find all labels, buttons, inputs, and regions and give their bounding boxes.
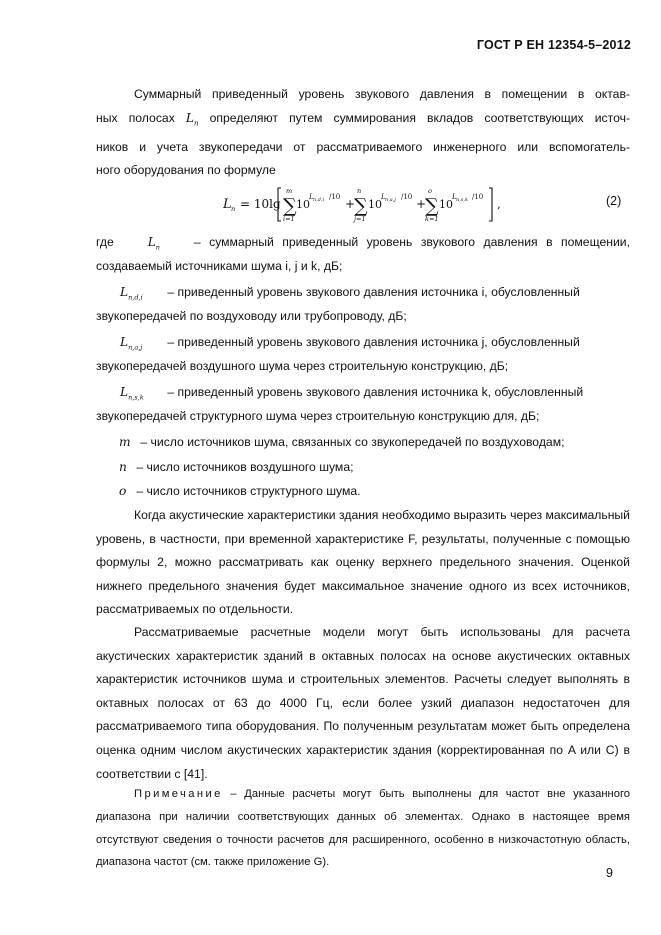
formula-eq: = 10lg [240,197,281,211]
formula-base-3: 10 [439,198,453,211]
note-label: Примечание [134,788,223,800]
formula-lhs: L [223,197,232,212]
formula-exp-2-div: /10 [401,193,413,201]
formula-sum-1: ∑ [283,195,297,217]
formula-exp-2-sub: n,a,j [385,197,396,203]
formula-exp-3-div: /10 [472,193,484,201]
def-o [119,480,630,504]
formula-sum-1-lower: i=1 [283,215,295,223]
formula-sum-2: ∑ [354,195,368,217]
def-o-symbol: o [119,484,127,498]
equation-number: (2) [606,194,622,208]
def-lnaj-cont: звукопередачей воздушного шума через строительную конструкцию, дБ; [96,359,509,373]
paragraph-models [96,621,630,786]
formula-sum-3-lower: k=1 [425,215,439,223]
page-number: 9 [606,866,613,880]
formula-sum-3-upper: o [428,187,432,195]
def-ln-cont: создаваемый источниками шума i, j и k, дБ; [96,259,343,273]
def-o-text: – число источников структурного шума. [136,484,361,498]
intro-line-4: ного оборудования по формуле [96,163,276,178]
def-lnaj-symbol: $L_{n,a,j}$ [120,335,143,352]
def-lndi-cont: звукопередачей по воздуховоду или трубопроводу, дБ; [96,309,407,323]
intro-line-2-start: ных полосах [96,110,175,125]
formula-exp-3: L [452,193,457,201]
intro-paragraph [96,83,630,183]
paragraph-max-level [96,504,630,622]
note-text: – Данные расчеты могут быть выполнены для частот вне указанного диапазона при наличии соответствующих данных об элементах. Однако в настоящее время отсутствуют сведения о точности расчетов для расширенного, особенно в низкочастотную область, диапазона частот (см. также приложение G). [96,788,630,869]
def-ln-text: – суммарный приведенный уровень звукового давления в помещении, [193,235,630,249]
def-m-text: – число источников шума, связанных со звукопередачей по воздуховодам; [140,435,565,449]
intro-symbol-ln: $L_n$ [185,110,199,128]
formula-sum-2-lower: j=1 [354,215,366,223]
def-lndi-text: – приведенный уровень звукового давления источника i, обусловленный [167,285,580,299]
paragraph-2-text: Рассматриваемые расчетные модели могут быть использованы для расчета акустических характеристик зданий в октавных полосах на основе акустических октавных характеристик источников шума и строительных элементов. Расчеты следует выполнять в октавных полосах от 63 до 4000 Гц, если более узкий диапазон недостаточен для рассматриваемого типа оборудования. По полученным результатам может быть определена оценка одним числом акустических характеристик здания (корректированная по A или C) в соответствии с [41]. [96,625,630,781]
def-ln-symbol: $L_n$ [147,235,160,252]
formula-exp-2: L [381,193,386,201]
def-m-symbol: m [119,435,131,449]
formula-exp-1-sub: n,d,i [313,197,325,203]
intro-line-3: ников и учета звукопередачи от рассматриваемого инженерного или вспомогатель- [96,139,630,154]
formula-plus-1: + [345,197,356,211]
formula-base-2: 10 [368,198,382,211]
formula-sum-3: ∑ [425,195,439,217]
formula-2 [223,184,505,224]
def-lnsk-text: – приведенный уровень звукового давления источника k, обусловленный [167,385,584,399]
note-paragraph [96,783,630,874]
def-n [119,456,630,480]
formula-base-1: 10 [296,198,310,211]
paragraph-1-text: Когда акустические характеристики здания необходимо выразить через максимальный уровень, в частности, при временной характеристике F, результаты, полученные с помощью формулы 2, можно рассматривать как оценку верхнего предельного значения. Оценкой нижнего предельного значения будет максимальное значение одного из всех источников, рассматриваемых по отдельности. [96,508,630,617]
formula-plus-2: + [416,197,427,211]
formula-comma: , [497,197,501,211]
note-block [96,783,630,874]
def-lnsk-symbol: $L_{n,s,k}$ [120,385,144,402]
def-n-text: – число источников воздушного шума; [136,460,354,474]
def-n-symbol: n [119,460,127,474]
formula-exp-1-div: /10 [329,193,341,201]
formula-exp-3-sub: n,s,k [456,197,468,203]
formula-bracket-right [489,188,492,221]
formula-exp-1: L [309,193,314,201]
def-lnaj-text: – приведенный уровень звукового давления источника j, обусловленный [167,335,580,349]
document-header: ГОСТ Р ЕН 12354-5–2012 [476,38,631,52]
formula-sum-2-upper: n [357,187,362,195]
def-m [119,431,630,455]
formula-lhs-sub: n [231,205,236,213]
intro-line-1: Суммарный приведенный уровень звукового давления в помещении в октав- [134,87,630,101]
where-label: где [96,235,114,249]
intro-line-2 [96,107,630,136]
intro-line-2-end: определяют путем суммирования вкладов соответствующих источ- [209,110,631,125]
def-lnsk-cont: звукопередачей структурного шума через строительную конструкцию для, дБ; [96,409,540,423]
formula-sum-1-upper: m [286,187,293,195]
def-lndi-symbol: $L_{n,d,i}$ [120,285,143,302]
